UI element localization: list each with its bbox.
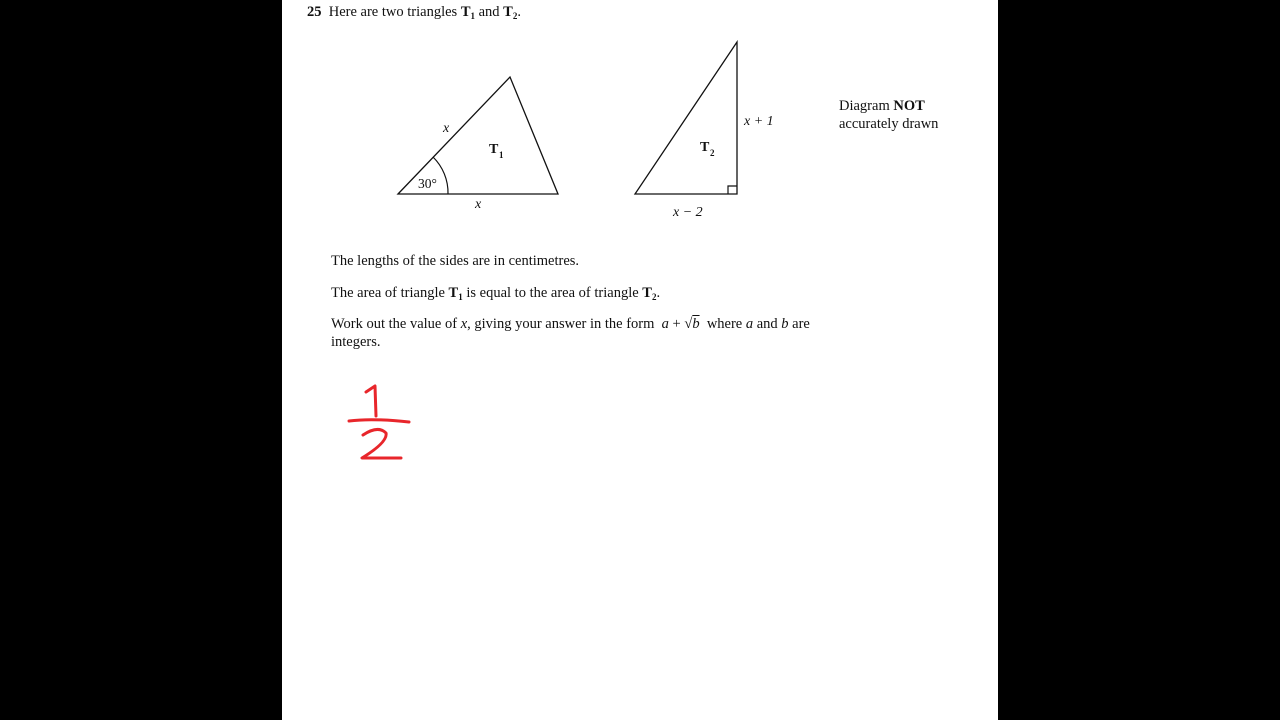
diagram-note [839, 97, 938, 133]
paragraph-instruction [331, 315, 810, 351]
angle-label: 30° [418, 176, 437, 191]
p3-form-b: b [692, 316, 700, 332]
p2-t1-sub: 1 [458, 292, 463, 302]
t1-slant-side-label: x [443, 121, 450, 136]
paragraph-area [331, 284, 660, 306]
p2-t1: T [448, 285, 459, 301]
p3-text-b: , giving your answer in the form [467, 316, 659, 332]
annotation-numeral-one [366, 386, 376, 416]
p3-plus: + [668, 316, 685, 332]
t1-base-side-label: x [475, 197, 482, 212]
p2-t2-sub: 2 [651, 292, 657, 302]
p3-text-d: are [788, 316, 810, 332]
p2-text-c: . [656, 285, 661, 301]
diagram-note-not: NOT [893, 98, 925, 114]
question-intro-text: Here are two triangles [328, 4, 461, 20]
right-angle-marker [728, 186, 737, 194]
t2-vertical-side-label: x + 1 [744, 114, 774, 129]
t2-base-side-label: x − 2 [673, 205, 703, 220]
p2-t2: T [642, 285, 652, 301]
handwritten-half-annotation [342, 378, 422, 468]
t1-label-sub: 1 [499, 150, 504, 160]
p3-text-c: where [699, 316, 746, 332]
triangle-t2 [635, 42, 737, 194]
t2-label: T [700, 140, 710, 155]
intro-and: and [474, 4, 504, 20]
t2-ref-sub: 2 [512, 11, 518, 21]
t1-label: T [489, 142, 499, 157]
t1-ref: T [460, 4, 471, 20]
t2-label-sub: 2 [710, 148, 715, 158]
p3-var-b: b [781, 316, 789, 332]
t1-ref-sub: 1 [470, 11, 475, 21]
sqrt-icon: √ [684, 316, 693, 332]
p3-line2: integers. [331, 334, 381, 350]
p2-text-b: is equal to the area of triangle [462, 285, 643, 301]
p3-text-a: Work out the value of [331, 316, 461, 332]
intro-end: . [517, 4, 521, 20]
paragraph-lengths: The lengths of the sides are in centimetres. [331, 253, 580, 269]
exam-page [282, 0, 998, 720]
p3-and: and [753, 316, 782, 332]
diagram-note-line2: accurately drawn [839, 116, 939, 132]
p3-x: x [460, 316, 468, 332]
p2-text-a: The area of triangle [331, 285, 449, 301]
p3-form-a: a [661, 316, 669, 332]
annotation-numeral-two [362, 429, 401, 458]
question-number: 25 [307, 4, 322, 20]
diagram-note-text: Diagram [839, 98, 894, 114]
annotation-fraction-bar [349, 420, 409, 422]
p3-var-a: a [745, 316, 754, 332]
t2-ref: T [503, 4, 513, 20]
